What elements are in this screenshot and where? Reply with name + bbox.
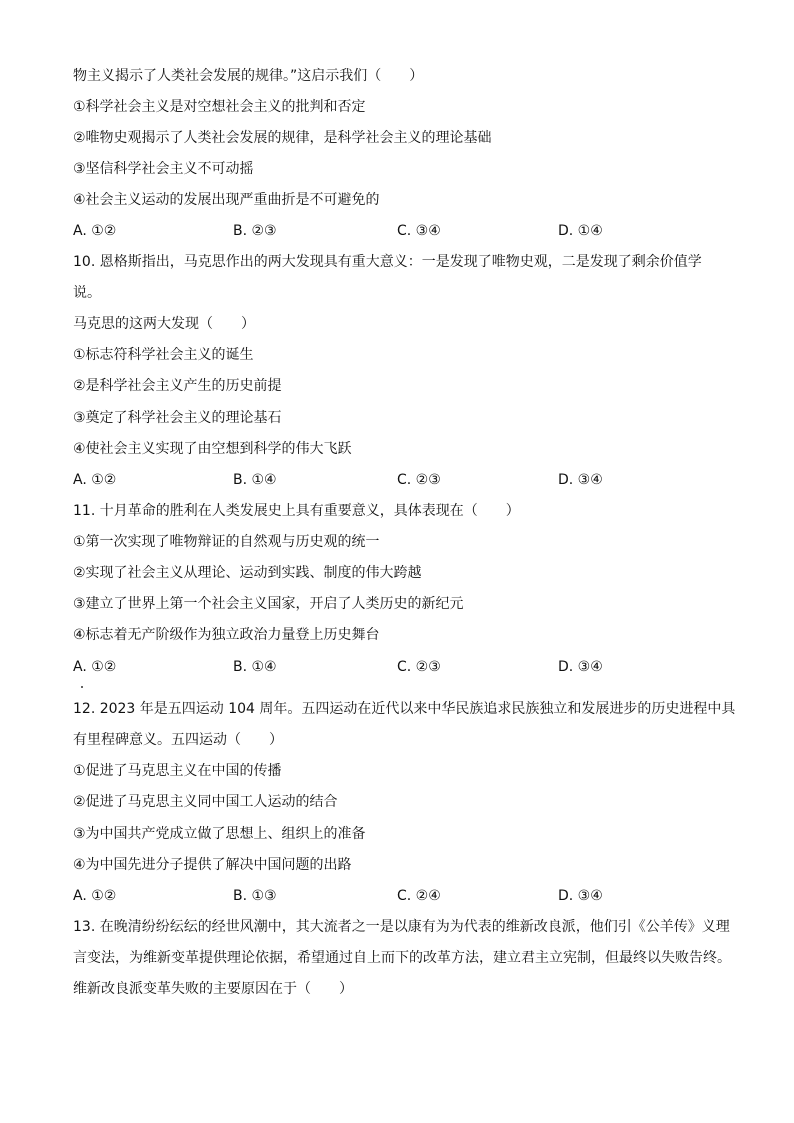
q13-stem-line-2: 言变法，为维新变革提供理论依据，希望通过自上而下的改革方法，建立君主立宪制，但最终以失败告终。: [73, 950, 731, 966]
q12-statement-4: ④为中国先进分子提供了解决中国问题的出路: [73, 857, 352, 873]
q10-options: [73, 471, 753, 489]
q9-statement-4: ④社会主义运动的发展出现严重曲折是不可避免的: [73, 192, 380, 208]
q11-statement-3: ③建立了世界上第一个社会主义国家，开启了人类历史的新纪元: [73, 596, 464, 612]
q13-stem-line-3: 维新改良派变革失败的主要原因在于（ ）: [73, 981, 353, 997]
q11-statement-2: ②实现了社会主义从理论、运动到实践、制度的伟大跨越: [73, 565, 422, 581]
q9-stem-continuation: 物主义揭示了人类社会发展的规律。”这启示我们（ ）: [73, 68, 424, 84]
q10-statement-1: ①标志符科学社会主义的诞生: [73, 347, 254, 363]
q11-option-b[interactable]: B. ①④: [233, 659, 277, 675]
q10-option-a[interactable]: A. ①②: [73, 472, 117, 488]
q11-statement-4: ④标志着无产阶级作为独立政治力量登上历史舞台: [73, 627, 380, 643]
q12-statement-2: ②促进了马克思主义同中国工人运动的结合: [73, 794, 338, 810]
q11-option-c[interactable]: C. ②③: [397, 659, 441, 675]
q12-statement-3: ③为中国共产党成立做了思想上、组织上的准备: [73, 826, 366, 842]
q12-statement-1: ①促进了马克思主义在中国的传播: [73, 763, 282, 779]
q10-option-c[interactable]: C. ②③: [397, 472, 441, 488]
q9-statement-1: ①科学社会主义是对空想社会主义的批判和否定: [73, 99, 366, 115]
q11-options: [73, 658, 753, 676]
q10-statement-2: ②是科学社会主义产生的历史前提: [73, 378, 282, 394]
q9-statement-2: ②唯物史观揭示了人类社会发展的规律，是科学社会主义的理论基础: [73, 130, 492, 146]
q9-option-c[interactable]: C. ③④: [397, 223, 441, 239]
q10-statement-4: ④使社会主义实现了由空想到科学的伟大飞跃: [73, 441, 352, 457]
q10-option-b[interactable]: B. ①④: [233, 472, 277, 488]
q13-stem-line-1: 13. 在晚清纷纷纭纭的经世风潮中，其大流者之一是以康有为为代表的维新改良派，他们引《公羊传》义理: [73, 919, 730, 935]
q11-option-a[interactable]: A. ①②: [73, 659, 117, 675]
stray-dot-mark: [81, 686, 83, 688]
q10-stem-line-3: 马克思的这两大发现（ ）: [73, 316, 255, 332]
q10-stem-line-2: 说。: [73, 285, 101, 301]
q12-stem-line-1: 12. 2023 年是五四运动 104 周年。五四运动在近代以来中华民族追求民族独立和发展进步的历史进程中具: [73, 701, 736, 717]
q11-statement-1: ①第一次实现了唯物辩证的自然观与历史观的统一: [73, 534, 380, 550]
q10-stem-line-1: 10. 恩格斯指出，马克思作出的两大发现具有重大意义：一是发现了唯物史观，二是发现了剩余价值学: [73, 254, 702, 270]
q10-option-d[interactable]: D. ③④: [558, 472, 603, 488]
q12-options: [73, 887, 753, 905]
q9-option-d[interactable]: D. ①④: [558, 223, 603, 239]
q11-stem-line-1: 11. 十月革命的胜利在人类发展史上具有重要意义，具体表现在（ ）: [73, 503, 520, 519]
q11-option-d[interactable]: D. ③④: [558, 659, 603, 675]
q12-stem-line-2: 有里程碑意义。五四运动（ ）: [73, 732, 283, 748]
q9-option-a[interactable]: A. ①②: [73, 223, 117, 239]
q12-option-c[interactable]: C. ②④: [397, 888, 441, 904]
q9-option-b[interactable]: B. ②③: [233, 223, 277, 239]
q10-statement-3: ③奠定了科学社会主义的理论基石: [73, 410, 282, 426]
q12-option-d[interactable]: D. ③④: [558, 888, 603, 904]
q12-option-a[interactable]: A. ①②: [73, 888, 117, 904]
q9-statement-3: ③坚信科学社会主义不可动摇: [73, 161, 254, 177]
q12-option-b[interactable]: B. ①③: [233, 888, 277, 904]
q9-options: [73, 222, 753, 240]
